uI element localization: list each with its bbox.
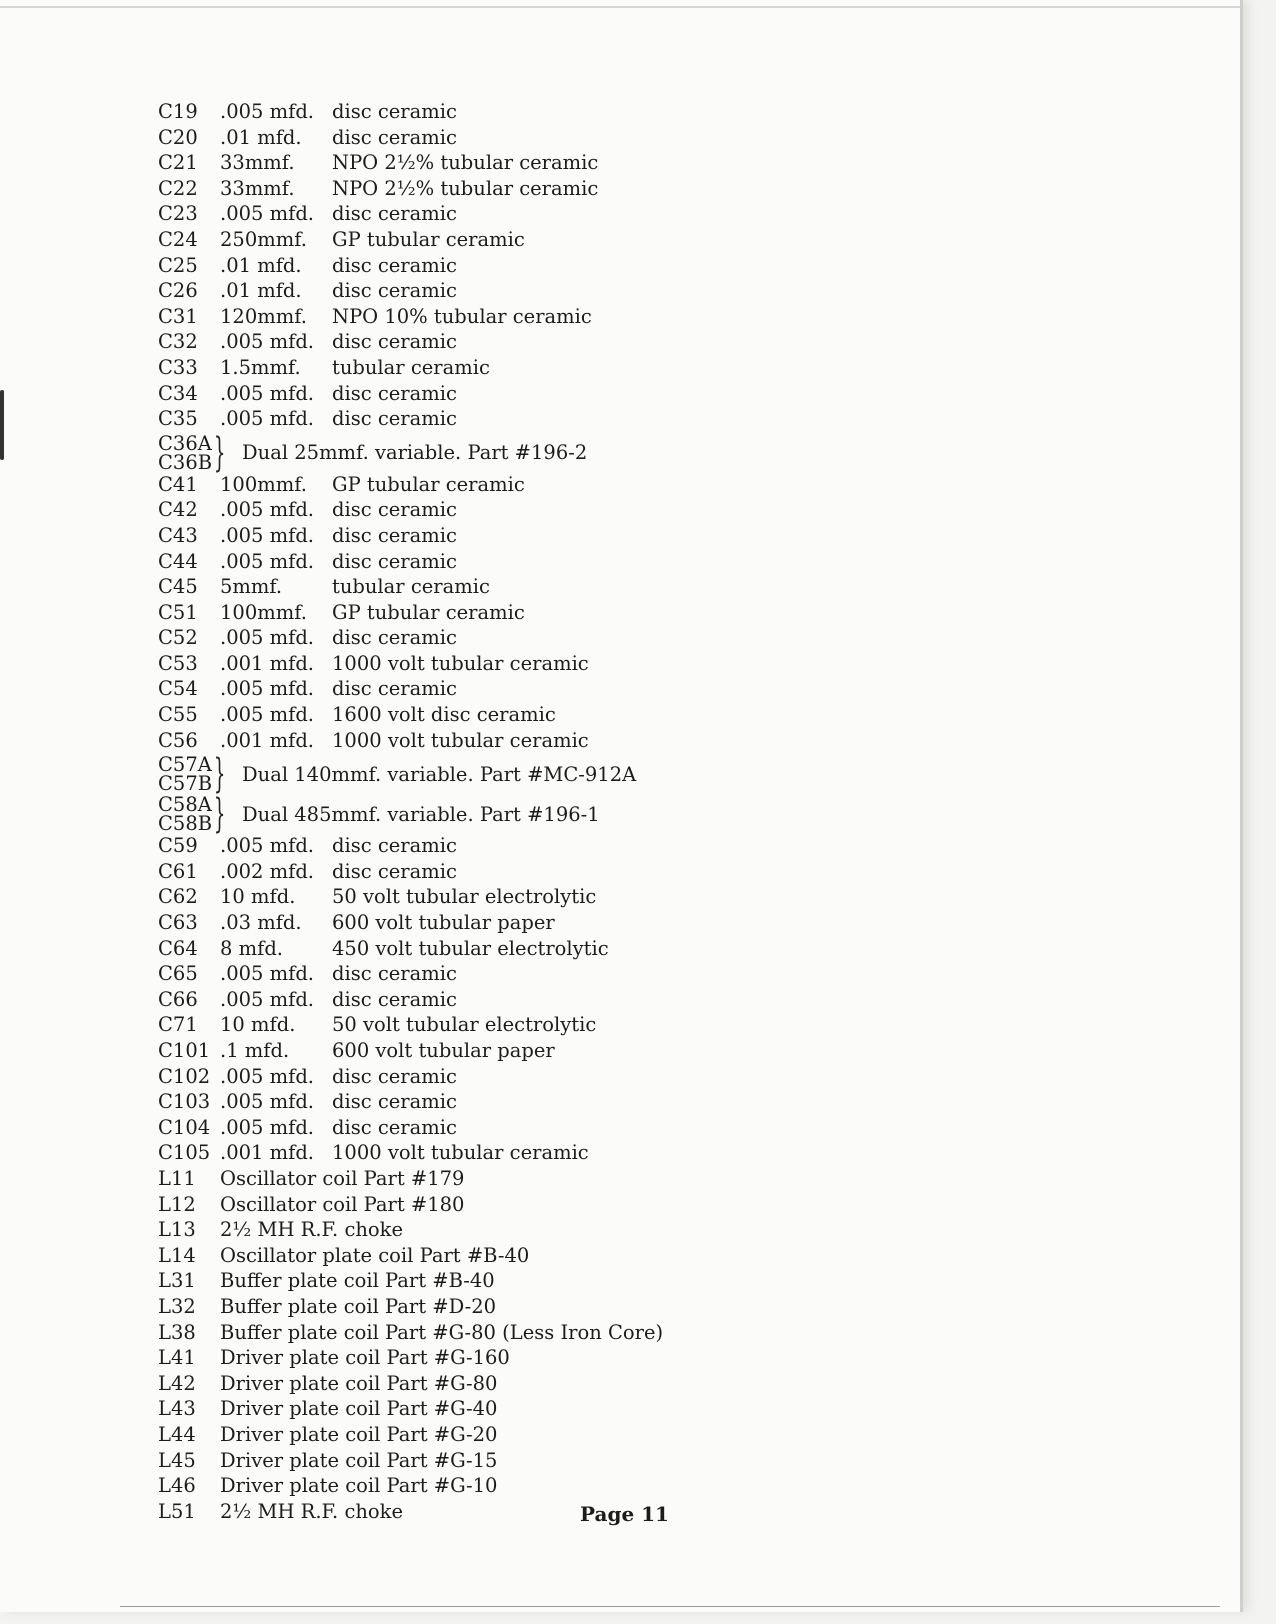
part-description: tubular ceramic bbox=[332, 575, 490, 599]
list-item bbox=[158, 911, 718, 937]
list-item bbox=[158, 1244, 718, 1270]
part-description: disc ceramic bbox=[332, 834, 457, 858]
part-value: .005 mfd. bbox=[220, 407, 315, 431]
part-ref: L44 bbox=[158, 1422, 196, 1446]
part-ref: C54 bbox=[158, 677, 198, 701]
part-description: GP tubular ceramic bbox=[332, 227, 525, 251]
page-number: Page 11 bbox=[580, 1502, 669, 1526]
list-item bbox=[158, 1397, 718, 1423]
part-value: .03 mfd. bbox=[220, 911, 302, 935]
bottom-edge-line bbox=[120, 1606, 1220, 1607]
part-description: 1000 volt tubular ceramic bbox=[332, 651, 589, 675]
part-description: GP tubular ceramic bbox=[332, 600, 525, 624]
part-ref: C26 bbox=[158, 279, 198, 303]
list-item bbox=[158, 962, 718, 988]
list-item bbox=[158, 1039, 718, 1065]
list-item bbox=[158, 1321, 718, 1347]
part-description: disc ceramic bbox=[332, 253, 457, 277]
part-value: 33mmf. bbox=[220, 176, 295, 200]
part-description: 1600 volt disc ceramic bbox=[332, 703, 556, 727]
part-description: 1000 volt tubular ceramic bbox=[332, 1141, 589, 1165]
list-item bbox=[158, 550, 718, 576]
part-value: 10 mfd. bbox=[220, 1013, 296, 1037]
part-ref: L13 bbox=[158, 1218, 196, 1242]
brace-icon: } bbox=[213, 791, 226, 838]
part-description: Dual 140mmf. variable. Part #MC-912A bbox=[242, 762, 637, 786]
part-description: 600 volt tubular paper bbox=[332, 911, 555, 935]
part-ref: C102 bbox=[158, 1064, 211, 1088]
list-item bbox=[158, 677, 718, 703]
part-ref: C36B bbox=[158, 450, 213, 474]
part-value: .005 mfd. bbox=[220, 987, 315, 1011]
list-item bbox=[158, 834, 718, 860]
list-item bbox=[158, 498, 718, 524]
part-ref: L12 bbox=[158, 1192, 196, 1216]
list-item bbox=[158, 100, 718, 126]
part-ref: C42 bbox=[158, 498, 198, 522]
part-description: disc ceramic bbox=[332, 381, 457, 405]
list-item bbox=[158, 626, 718, 652]
list-item bbox=[158, 1295, 718, 1321]
part-value: 1.5mmf. bbox=[220, 355, 301, 379]
part-value: .005 mfd. bbox=[220, 100, 315, 123]
part-value: .005 mfd. bbox=[220, 523, 315, 547]
part-value: .005 mfd. bbox=[220, 1090, 315, 1114]
list-item bbox=[158, 151, 718, 177]
part-description: disc ceramic bbox=[332, 498, 457, 522]
part-description: 2½ MH R.F. choke bbox=[220, 1218, 404, 1242]
part-description: disc ceramic bbox=[332, 859, 457, 883]
part-ref: C24 bbox=[158, 227, 198, 251]
part-ref: L31 bbox=[158, 1269, 196, 1293]
part-value: 100mmf. bbox=[220, 472, 307, 496]
list-item bbox=[158, 1090, 718, 1116]
list-item bbox=[158, 202, 718, 228]
list-item bbox=[158, 1269, 718, 1295]
list-item bbox=[158, 279, 718, 305]
part-value: .005 mfd. bbox=[220, 1064, 315, 1088]
part-value: .005 mfd. bbox=[220, 677, 315, 701]
left-binding-mark bbox=[0, 390, 4, 460]
brace-icon: } bbox=[213, 429, 226, 476]
list-item bbox=[158, 382, 718, 408]
part-value: 33mmf. bbox=[220, 151, 295, 175]
part-ref: C104 bbox=[158, 1115, 211, 1139]
list-item bbox=[158, 1372, 718, 1398]
list-item bbox=[158, 356, 718, 382]
part-ref: C22 bbox=[158, 176, 198, 200]
part-value: 100mmf. bbox=[220, 600, 307, 624]
part-ref: C44 bbox=[158, 549, 198, 573]
list-item bbox=[158, 1218, 718, 1244]
part-ref: C61 bbox=[158, 859, 198, 883]
part-description: disc ceramic bbox=[332, 626, 457, 650]
part-ref: C62 bbox=[158, 885, 198, 909]
part-ref: L45 bbox=[158, 1448, 196, 1472]
list-item bbox=[158, 1449, 718, 1475]
list-item bbox=[158, 254, 718, 280]
part-ref: C57B bbox=[158, 772, 213, 796]
parts-group-c58 bbox=[158, 791, 718, 838]
part-ref: C63 bbox=[158, 911, 198, 935]
list-item bbox=[158, 885, 718, 911]
list-item bbox=[158, 524, 718, 550]
part-value: .005 mfd. bbox=[220, 381, 315, 405]
part-description: GP tubular ceramic bbox=[332, 472, 525, 496]
part-ref: C31 bbox=[158, 304, 198, 328]
part-description: Driver plate coil Part #G-40 bbox=[220, 1397, 498, 1421]
list-item bbox=[158, 330, 718, 356]
part-value: .01 mfd. bbox=[220, 253, 302, 277]
part-ref: C52 bbox=[158, 626, 198, 650]
part-description: disc ceramic bbox=[332, 987, 457, 1011]
part-description: disc ceramic bbox=[332, 407, 457, 431]
part-description: Oscillator coil Part #179 bbox=[220, 1166, 465, 1190]
part-ref: C32 bbox=[158, 330, 198, 354]
part-description: 450 volt tubular electrolytic bbox=[332, 936, 609, 960]
part-value: .001 mfd. bbox=[220, 1141, 315, 1165]
list-item bbox=[158, 1065, 718, 1091]
part-value: 10 mfd. bbox=[220, 885, 296, 909]
part-description: disc ceramic bbox=[332, 549, 457, 573]
part-description: Driver plate coil Part #G-80 bbox=[220, 1371, 498, 1395]
list-item bbox=[158, 1013, 718, 1039]
part-value: .005 mfd. bbox=[220, 626, 315, 650]
part-ref: L51 bbox=[158, 1499, 196, 1523]
part-description: disc ceramic bbox=[332, 330, 457, 354]
parts-list bbox=[158, 100, 718, 1525]
part-description: NPO 2½% tubular ceramic bbox=[332, 151, 599, 175]
part-value: .005 mfd. bbox=[220, 1115, 315, 1139]
part-value: .1 mfd. bbox=[220, 1039, 290, 1062]
part-value: .005 mfd. bbox=[220, 703, 315, 727]
part-description: Dual 485mmf. variable. Part #196-1 bbox=[242, 802, 600, 826]
part-ref: C20 bbox=[158, 125, 198, 149]
part-ref: C56 bbox=[158, 728, 198, 752]
part-value: .002 mfd. bbox=[220, 859, 315, 883]
list-item bbox=[158, 1116, 718, 1142]
part-value: .005 mfd. bbox=[220, 834, 315, 858]
part-ref: C103 bbox=[158, 1090, 211, 1114]
list-item bbox=[158, 1141, 718, 1167]
brace-icon: } bbox=[213, 751, 226, 798]
part-description: disc ceramic bbox=[332, 1064, 457, 1088]
part-ref: L43 bbox=[158, 1397, 196, 1421]
part-ref: C64 bbox=[158, 936, 198, 960]
part-description: Buffer plate coil Part #G-80 (Less Iron Core) bbox=[220, 1320, 664, 1344]
part-ref: C66 bbox=[158, 987, 198, 1011]
part-description: disc ceramic bbox=[332, 962, 457, 986]
part-value: 5mmf. bbox=[220, 575, 283, 599]
parts-group-c36 bbox=[158, 429, 718, 476]
part-description: Driver plate coil Part #G-160 bbox=[220, 1346, 510, 1370]
part-description: disc ceramic bbox=[332, 125, 457, 149]
part-ref: C33 bbox=[158, 355, 198, 379]
part-description: 1000 volt tubular ceramic bbox=[332, 728, 589, 752]
part-description: disc ceramic bbox=[332, 1090, 457, 1114]
part-ref: C34 bbox=[158, 381, 198, 405]
list-item bbox=[158, 1474, 718, 1500]
top-edge-line bbox=[0, 6, 1240, 8]
part-description: disc ceramic bbox=[332, 677, 457, 701]
part-value: .01 mfd. bbox=[220, 279, 302, 303]
part-description: 2½ MH R.F. choke bbox=[220, 1499, 404, 1523]
part-ref: C25 bbox=[158, 253, 198, 277]
part-value: .005 mfd. bbox=[220, 498, 315, 522]
part-ref: L38 bbox=[158, 1320, 196, 1344]
part-value: .001 mfd. bbox=[220, 728, 315, 752]
part-description: 50 volt tubular electrolytic bbox=[332, 1013, 597, 1037]
part-ref: C58B bbox=[158, 812, 213, 836]
part-description: Oscillator plate coil Part #B-40 bbox=[220, 1243, 530, 1267]
list-item bbox=[158, 177, 718, 203]
list-item bbox=[158, 407, 718, 433]
part-ref: L42 bbox=[158, 1371, 196, 1395]
part-ref: C21 bbox=[158, 151, 198, 175]
list-item bbox=[158, 1193, 718, 1219]
list-item bbox=[158, 860, 718, 886]
part-description: Buffer plate coil Part #B-40 bbox=[220, 1269, 495, 1293]
list-item bbox=[158, 601, 718, 627]
list-item bbox=[158, 1167, 718, 1193]
list-item bbox=[158, 652, 718, 678]
list-item bbox=[158, 575, 718, 601]
part-ref: C59 bbox=[158, 834, 198, 858]
part-value: 120mmf. bbox=[220, 304, 307, 328]
list-item bbox=[158, 937, 718, 963]
part-ref: C71 bbox=[158, 1013, 198, 1037]
part-ref: C105 bbox=[158, 1141, 211, 1165]
part-description: Dual 25mmf. variable. Part #196-2 bbox=[242, 441, 588, 465]
part-value: 250mmf. bbox=[220, 227, 307, 251]
part-value: .001 mfd. bbox=[220, 651, 315, 675]
part-ref: C101 bbox=[158, 1039, 211, 1062]
part-ref: L14 bbox=[158, 1243, 196, 1267]
part-description: Driver plate coil Part #G-20 bbox=[220, 1422, 498, 1446]
part-ref: C43 bbox=[158, 523, 198, 547]
part-ref: C35 bbox=[158, 407, 198, 431]
part-value: .005 mfd. bbox=[220, 549, 315, 573]
part-ref: C36A bbox=[158, 431, 212, 455]
list-item bbox=[158, 305, 718, 331]
part-description: Buffer plate coil Part #D-20 bbox=[220, 1294, 497, 1318]
part-description: disc ceramic bbox=[332, 1115, 457, 1139]
part-value: .005 mfd. bbox=[220, 330, 315, 354]
list-item bbox=[158, 729, 718, 755]
part-ref: C55 bbox=[158, 703, 198, 727]
part-description: NPO 10% tubular ceramic bbox=[332, 304, 592, 328]
part-description: disc ceramic bbox=[332, 100, 457, 123]
part-description: disc ceramic bbox=[332, 523, 457, 547]
part-ref: L32 bbox=[158, 1294, 196, 1318]
part-ref: L46 bbox=[158, 1474, 196, 1498]
list-item bbox=[158, 703, 718, 729]
parts-group-c57 bbox=[158, 751, 718, 798]
part-description: disc ceramic bbox=[332, 202, 457, 226]
part-ref: C65 bbox=[158, 962, 198, 986]
part-value: .005 mfd. bbox=[220, 202, 315, 226]
part-ref: C41 bbox=[158, 472, 198, 496]
list-item bbox=[158, 126, 718, 152]
part-ref: C23 bbox=[158, 202, 198, 226]
part-description: NPO 2½% tubular ceramic bbox=[332, 176, 599, 200]
part-ref: L11 bbox=[158, 1166, 196, 1190]
part-value: .01 mfd. bbox=[220, 125, 302, 149]
part-description: 50 volt tubular electrolytic bbox=[332, 885, 597, 909]
part-description: 600 volt tubular paper bbox=[332, 1039, 555, 1062]
part-ref: C45 bbox=[158, 575, 198, 599]
list-item bbox=[158, 1346, 718, 1372]
part-ref: C57A bbox=[158, 753, 212, 777]
part-value: .005 mfd. bbox=[220, 962, 315, 986]
part-value: 8 mfd. bbox=[220, 936, 283, 960]
part-ref: C51 bbox=[158, 600, 198, 624]
part-ref: L41 bbox=[158, 1346, 196, 1370]
list-item bbox=[158, 228, 718, 254]
part-description: tubular ceramic bbox=[332, 355, 490, 379]
list-item bbox=[158, 988, 718, 1014]
part-description: disc ceramic bbox=[332, 279, 457, 303]
part-description: Driver plate coil Part #G-15 bbox=[220, 1448, 498, 1472]
part-ref: C19 bbox=[158, 100, 198, 123]
part-description: Oscillator coil Part #180 bbox=[220, 1192, 465, 1216]
part-description: Driver plate coil Part #G-10 bbox=[220, 1474, 498, 1498]
list-item bbox=[158, 1423, 718, 1449]
list-item bbox=[158, 473, 718, 499]
part-ref: C53 bbox=[158, 651, 198, 675]
part-ref: C58A bbox=[158, 793, 212, 817]
